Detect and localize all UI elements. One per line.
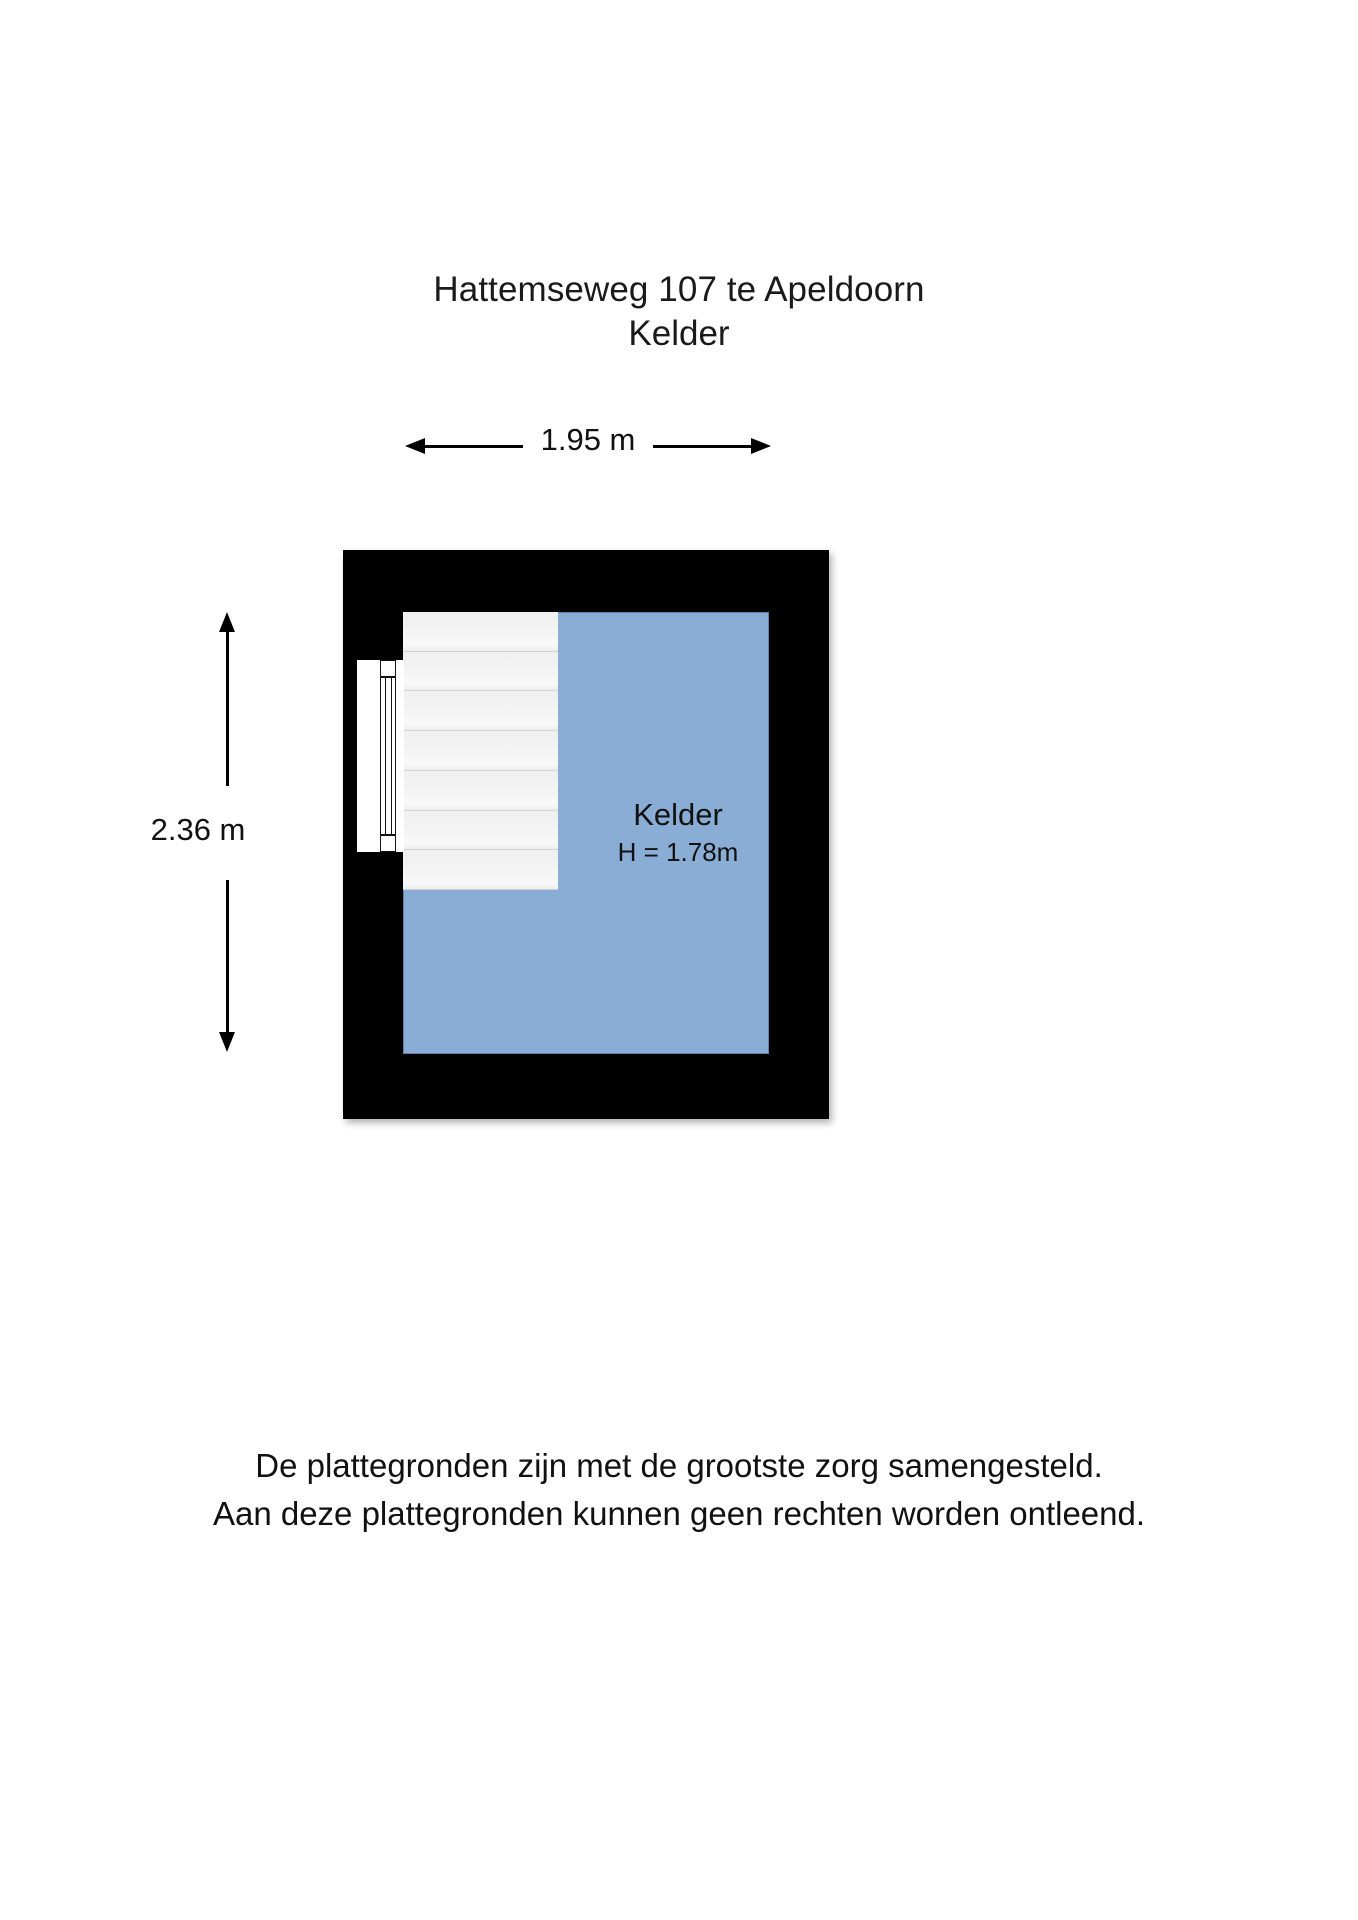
room-name: Kelder xyxy=(633,797,723,832)
window-sash-top xyxy=(380,676,396,678)
dimension-line-bottom xyxy=(226,880,229,1040)
window-mullion-2 xyxy=(391,676,393,836)
stair-step xyxy=(403,652,558,692)
disclaimer xyxy=(0,1442,1358,1538)
disclaimer-line-1: De plattegronden zijn met de grootste zorg samengesteld. xyxy=(255,1447,1103,1484)
arrow-down-icon xyxy=(219,1032,235,1052)
height-dimension xyxy=(150,612,310,1052)
width-dimension xyxy=(405,420,771,468)
title-address: Hattemseweg 107 te Apeldoorn xyxy=(433,270,925,309)
width-dimension-label: 1.95 m xyxy=(540,422,636,457)
stair-step xyxy=(403,850,558,890)
dimension-line-right xyxy=(653,445,757,448)
window-sash-bottom xyxy=(380,834,396,836)
window-mullion-1 xyxy=(385,676,387,836)
title-floor-name: Kelder xyxy=(628,314,730,353)
stair-step xyxy=(403,691,558,731)
window-frame xyxy=(380,660,396,852)
stair-step xyxy=(403,811,558,851)
room-label xyxy=(568,795,788,869)
dimension-line-top xyxy=(226,626,229,786)
height-dimension-label: 2.36 m xyxy=(98,810,298,850)
floorplan-drawing xyxy=(343,550,829,1119)
room-ceiling-height: H = 1.78m xyxy=(617,837,739,867)
stair-step xyxy=(403,612,558,652)
arrow-right-icon xyxy=(751,438,771,454)
disclaimer-line-2: Aan deze plattegronden kunnen geen rechten worden ontleend. xyxy=(212,1495,1146,1532)
page-title xyxy=(0,268,1358,356)
window-icon xyxy=(357,660,404,852)
stair-step xyxy=(403,771,558,811)
stair-step xyxy=(403,731,558,771)
staircase xyxy=(403,612,558,890)
